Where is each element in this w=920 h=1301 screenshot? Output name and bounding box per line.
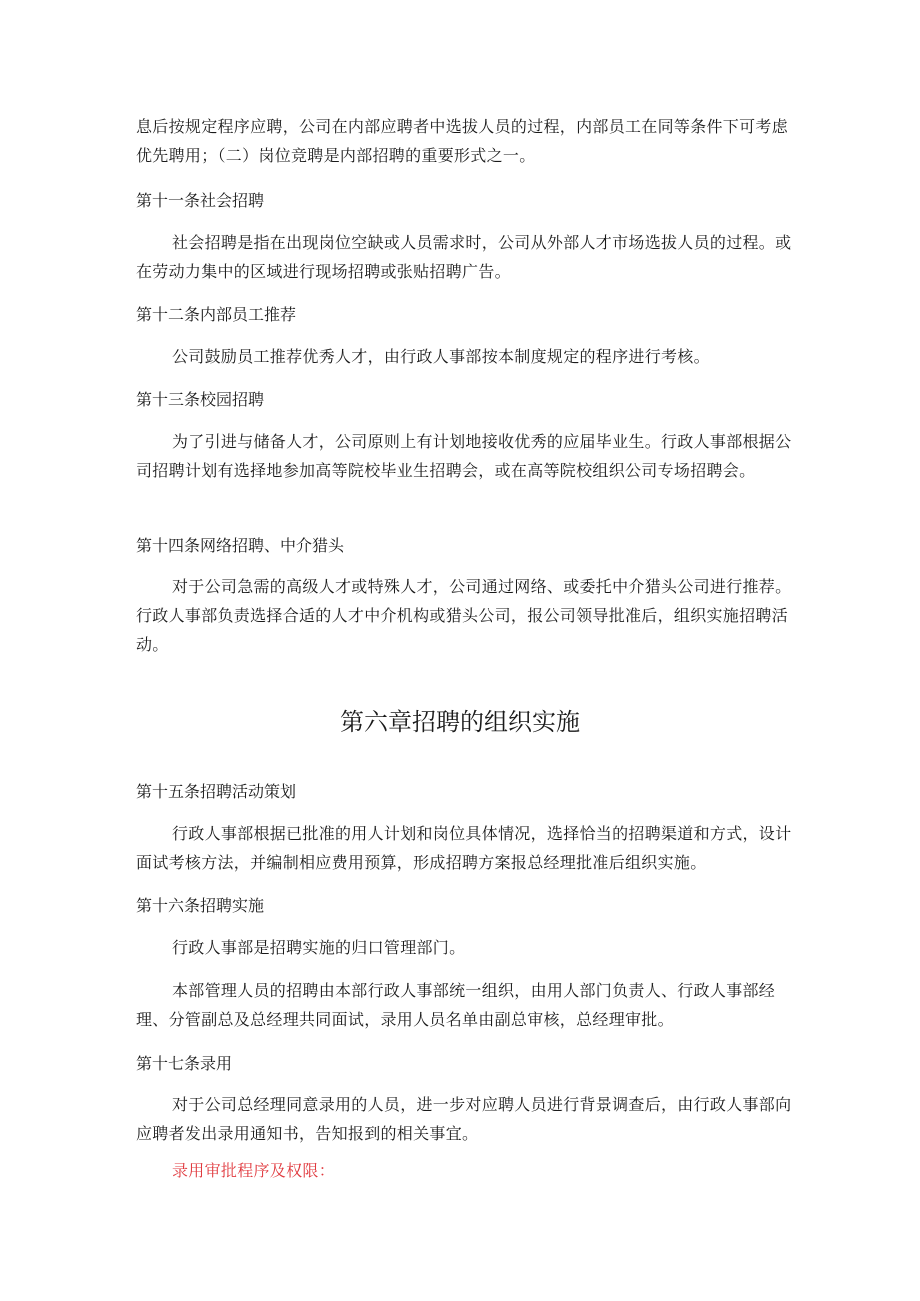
paragraph-internal-recruitment-continued: 息后按规定程序应聘，公司在内部应聘者中选拔人员的过程，内部员工在同等条件下可考虑优先聘用；（二）岗位竞聘是内部招聘的重要形式之一。: [136, 117, 789, 165]
article-11-title: 第十一条社会招聘: [136, 191, 265, 210]
article-13-title: 第十三条校园招聘: [136, 390, 265, 409]
chapter-6-heading: 第六章招聘的组织实施: [340, 708, 580, 736]
article-16-body-1: 行政人事部是招聘实施的归口管理部门。: [172, 938, 466, 957]
article-12-body: 公司鼓励员工推荐优秀人才，由行政人事部按本制度规定的程序进行考核。: [172, 347, 710, 366]
article-16-body-2: 本部管理人员的招聘由本部行政人事部统一组织，由用人部门负责人、行政人事部经理、分管副总及总经理共同面试，录用人员名单由副总审核，总经理审批。: [136, 981, 776, 1029]
article-12-title: 第十二条内部员工推荐: [136, 305, 297, 324]
article-13-body: 为了引进与储备人才，公司原则上有计划地接收优秀的应届毕业生。行政人事部根据公司招聘计划有选择地参加高等院校毕业生招聘会，或在高等院校组织公司专场招聘会。: [136, 432, 792, 480]
article-17-title: 第十七条录用: [136, 1054, 233, 1073]
article-15-title: 第十五条招聘活动策划: [136, 782, 297, 801]
article-17-body: 对于公司总经理同意录用的人员，进一步对应聘人员进行背景调查后，由行政人事部向应聘者发出录用通知书，告知报到的相关事宜。: [136, 1095, 792, 1143]
article-14-body: 对于公司急需的高级人才或特殊人才，公司通过网络、或委托中介猎头公司进行推荐。行政人事部负责选择合适的人才中介机构或猎头公司，报公司领导批准后，组织实施招聘活动。: [136, 577, 792, 654]
approval-procedure-note: 录用审批程序及权限：: [172, 1161, 336, 1180]
article-14-title: 第十四条网络招聘、中介猎头: [136, 536, 345, 555]
article-11-body: 社会招聘是指在出现岗位空缺或人员需求时，公司从外部人才市场选拔人员的过程。或在劳动力集中的区域进行现场招聘或张贴招聘广告。: [136, 233, 792, 281]
article-15-body: 行政人事部根据已批准的用人计划和岗位具体情况，选择恰当的招聘渠道和方式，设计面试考核方法，并编制相应费用预算，形成招聘方案报总经理批准后组织实施。: [136, 824, 792, 872]
article-16-title: 第十六条招聘实施: [136, 896, 265, 915]
